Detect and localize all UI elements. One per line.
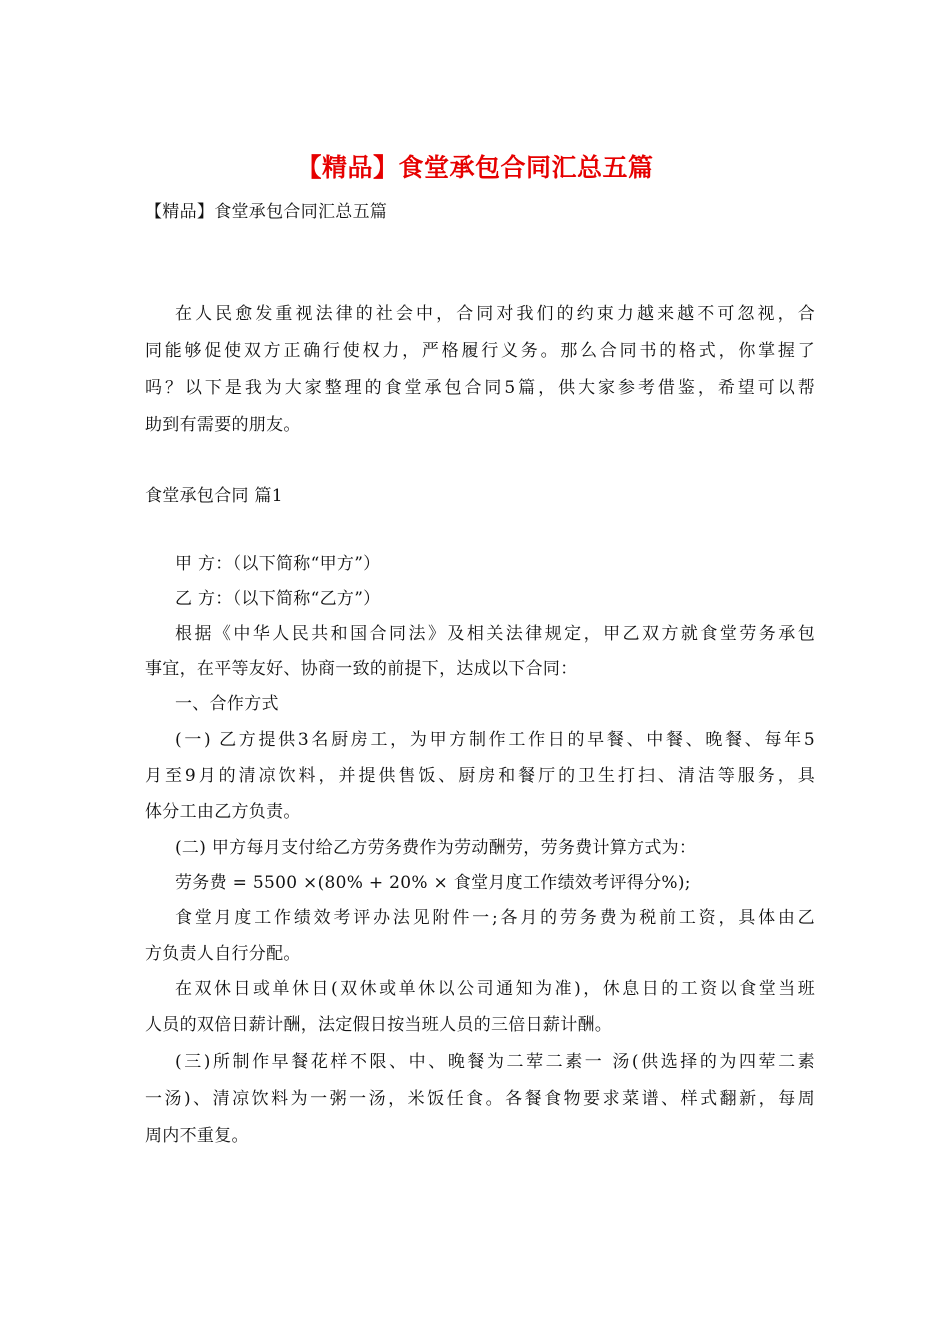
clause-1-2: (二) 甲方每月支付给乙方劳务费作为劳动酬劳，劳务费计算方式为：	[175, 838, 697, 858]
clause-1-3-line-3: 周内不重复。	[145, 1126, 249, 1146]
intro-line-2: 同能够促使双方正确行使权力，严格履行义务。那么合同书的格式，你掌握了	[145, 341, 815, 361]
holiday-line-1: 在双休日或单休日(双休或单休以公司通知为准)，休息日的工资以食堂当班	[175, 979, 815, 999]
party-b: 乙 方：（以下简称“乙方”）	[175, 589, 381, 609]
clause-1-3-line-2: 一汤)、清凉饮料为一粥一汤，米饭任食。各餐食物要求菜谱、样式翻新，每周	[145, 1089, 815, 1109]
holiday-line-2: 人员的双倍日薪计酬，法定假日按当班人员的三倍日薪计酬。	[145, 1015, 613, 1035]
intro-line-1: 在人民愈发重视法律的社会中，合同对我们的约束力越来越不可忽视，合	[175, 304, 815, 324]
clause-1-heading: 一、合作方式	[175, 694, 279, 714]
party-a: 甲 方：（以下简称“甲方”）	[175, 554, 381, 574]
clause-1-1-line-1: (一) 乙方提供3名厨房工，为甲方制作工作日的早餐、中餐、晚餐、每年5	[175, 730, 815, 750]
basis-line-2: 事宜，在平等友好、协商一致的前提下，达成以下合同：	[145, 659, 578, 679]
clause-1-3-line-1: (三)所制作早餐花样不限、中、晚餐为二荤二素一 汤(供选择的为四荤二素	[175, 1052, 815, 1072]
intro-line-4: 助到有需要的朋友。	[145, 415, 301, 435]
page-title: 【精品】食堂承包合同汇总五篇	[296, 153, 654, 182]
assessment-line-2: 方负责人自行分配。	[145, 944, 301, 964]
basis-line-1: 根据《中华人民共和国合同法》及相关法律规定，甲乙双方就食堂劳务承包	[175, 624, 815, 644]
clause-1-1-line-3: 体分工由乙方负责。	[145, 802, 301, 822]
fee-formula: 劳务费 = 5500 ×(80% + 20% × 食堂月度工作绩效考评得分%);	[175, 873, 691, 893]
intro-line-3: 吗？以下是我为大家整理的食堂承包合同5篇，供大家参考借鉴，希望可以帮	[145, 378, 815, 398]
document-subtitle: 【精品】食堂承包合同汇总五篇	[145, 202, 388, 222]
section-heading: 食堂承包合同 篇1	[145, 486, 283, 506]
clause-1-1-line-2: 月至9月的清凉饮料，并提供售饭、厨房和餐厅的卫生打扫、清洁等服务，具	[145, 766, 815, 786]
assessment-line-1: 食堂月度工作绩效考评办法见附件一;各月的劳务费为税前工资，具体由乙	[175, 908, 815, 928]
